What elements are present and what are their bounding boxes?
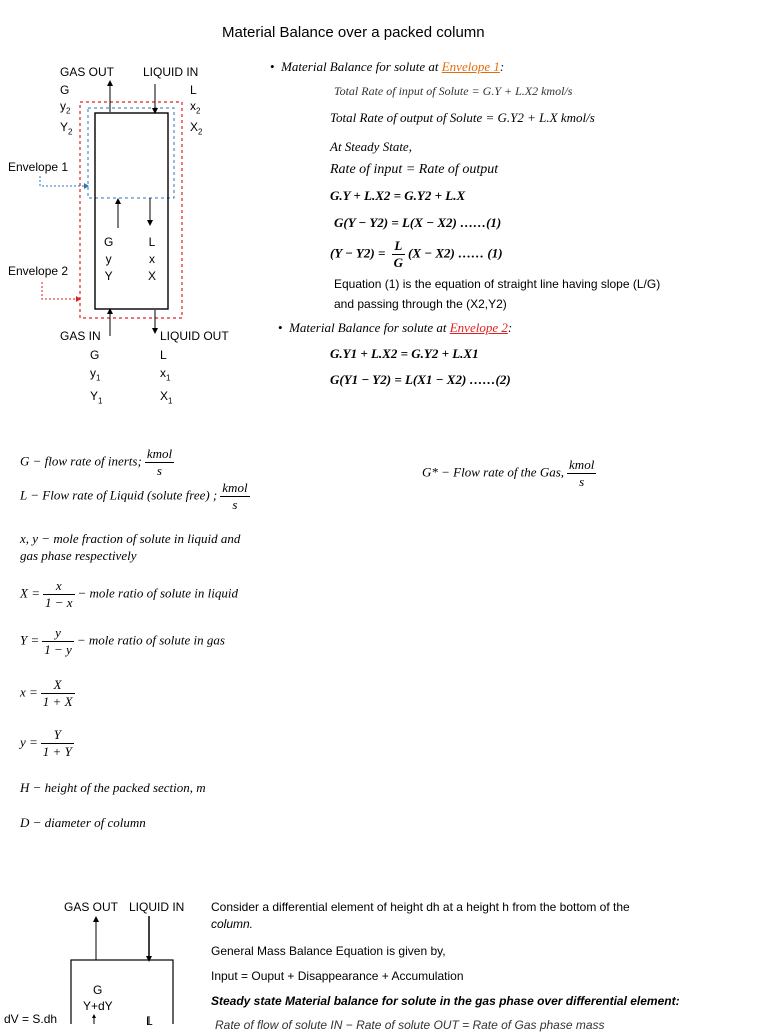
packed-column-diagram — [0, 60, 260, 410]
gas-in-label: GAS IN — [60, 329, 101, 343]
eq-rate-balance: Rate of input = Rate of output — [330, 162, 499, 177]
bullet-envelope-2: • Material Balance for solute at Envelope 2: — [278, 320, 513, 335]
liquid-out-label: LIQUID OUT — [160, 329, 229, 343]
bullet-envelope-1: • Material Balance for solute at Envelope 1: — [270, 59, 505, 74]
envelope-2-label: Envelope 2 — [8, 264, 69, 278]
element-ydy-label: Y+dY — [83, 999, 113, 1013]
def-h: H − height of the packed section, m — [20, 780, 206, 795]
steady-state-diff-text: Steady state Material balance for solute in the gas phase over differential element: — [211, 994, 680, 1008]
general-balance-eq: Input = Ouput + Disappearance + Accumulation — [211, 969, 464, 983]
eq-envelope-2-a: G.Y1 + L.X2 = G.Y2 + L.X1 — [330, 346, 479, 361]
def-y: y = $\frac{Y}{1 + Y}$ — [20, 727, 72, 759]
eq-balance-3: (Y − Y2) = $\frac{L}{G}$ (X − X2) …… (1) — [330, 238, 503, 270]
top-liquid-stream: L $x_2$ $X_2$ — [190, 83, 203, 137]
def-gstar: G* − Flow rate of the Gas, $\frac{\text{kmol}}{s}$ — [422, 457, 595, 489]
envelope-1-label: Envelope 1 — [8, 160, 69, 174]
liquid-in-label-2: LIQUID IN — [129, 900, 185, 914]
page-title: Material Balance over a packed column — [222, 24, 485, 41]
envelope-1-boundary — [88, 108, 174, 198]
eq-explanation-1: Equation (1) is the equation of straight line having slope (L/G) — [334, 277, 661, 291]
rate-flow-text: Rate of flow of solute IN − Rate of solute OUT = Rate of Gas phase mass — [215, 1018, 605, 1032]
def-g: G − flow rate of inerts; $\frac{\text{kmol}}{s}$ — [20, 446, 173, 478]
def-xy-1: x, y − mole fraction of solute in liquid and — [20, 531, 241, 546]
element-g-label: G — [93, 983, 103, 997]
def-x: x = $\frac{X}{1 + X}$ — [20, 677, 73, 709]
eq-explanation-2: and passing through the (X2,Y2) — [334, 297, 507, 311]
differential-element-box — [71, 960, 173, 1024]
def-xy-2: gas phase respectively — [20, 548, 137, 563]
top-gas-stream: G $y_2$ $Y_2$ — [60, 83, 73, 137]
liquid-in-label: LIQUID IN — [143, 65, 199, 79]
eq-envelope-2-b: G(Y1 − Y2) = L(X1 − X2) ……(2) — [330, 372, 511, 387]
gas-out-label: GAS OUT — [60, 65, 115, 79]
steady-state-text: At Steady State, — [330, 139, 412, 154]
def-d: D − diameter of column — [20, 815, 146, 830]
def-Y: Y = $\frac{y}{1 - y}$ − mole ratio of solute in gas — [20, 625, 225, 657]
diff-intro-1: Consider a differential element of height dh at a height h from the bottom of the — [211, 900, 630, 914]
bottom-liquid-stream: L $x_1$ $X_1$ — [160, 348, 173, 406]
eq-balance-2: G(Y − Y2) = L(X − X2) ……(1) — [334, 215, 502, 230]
general-balance-text: General Mass Balance Equation is given by, — [211, 944, 446, 958]
diff-intro-2: column. — [211, 917, 254, 931]
mid-liquid-stream: L x X — [148, 235, 157, 283]
element-dv-label: dV = S.dh — [4, 1012, 58, 1026]
eq-total-input: Total Rate of input of Solute = G.Y + L.X2 kmol/s — [334, 84, 573, 98]
element-l-label: L — [146, 1014, 153, 1028]
def-l: L − Flow rate of Liquid (solute free) ; $\frac{\text{kmol}}{s}$ — [20, 480, 248, 512]
mid-gas-stream: G y Y — [104, 235, 114, 283]
bottom-gas-stream: G $y_1$ $Y_1$ — [90, 348, 103, 406]
eq-balance-1: G.Y + L.X2 = G.Y2 + L.X — [330, 188, 466, 203]
gas-out-label-2: GAS OUT — [64, 900, 119, 914]
def-X: X = $\frac{x}{1 - x}$ − mole ratio of solute in liquid — [20, 578, 238, 610]
eq-total-output: Total Rate of output of Solute = G.Y2 + L.X kmol/s — [330, 110, 595, 125]
